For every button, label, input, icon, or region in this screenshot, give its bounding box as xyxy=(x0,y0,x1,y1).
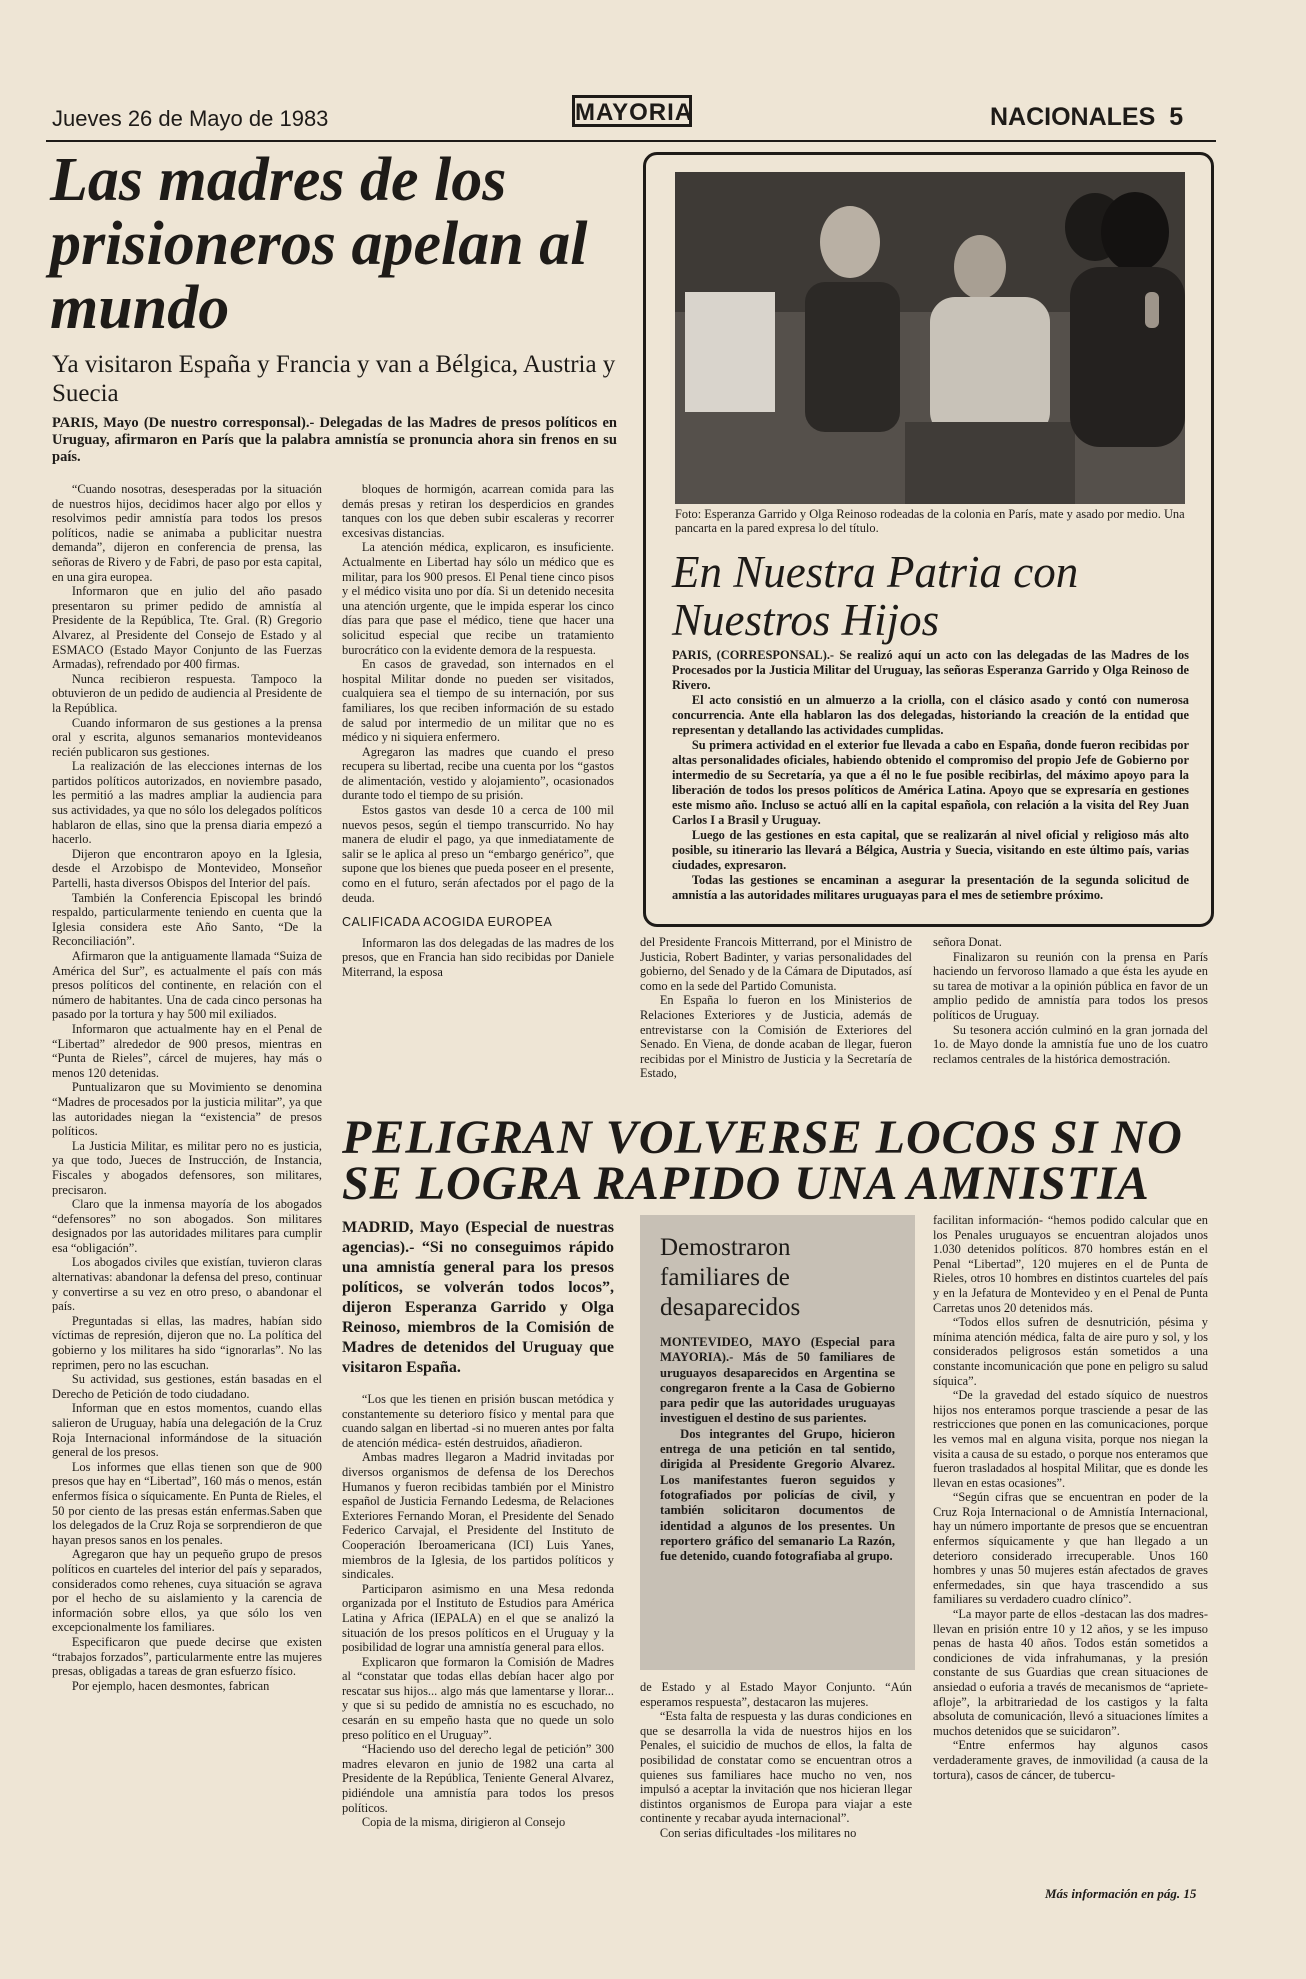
paragraph: Claro que la inmensa mayoría de los abogados “defensores” no son abogados. Son militares designados por las autoridades militares para cumplir esa “obligación”. xyxy=(52,1197,322,1255)
paragraph: “Todos ellos sufren de desnutrición, pésima y mínima atención médica, falta de aire puro y sol, y los considerados peligrosos están sometidos a una constante incomunicación que pone en peligro su salud síquica”. xyxy=(933,1315,1208,1388)
second-lead: MADRID, Mayo (Especial de nuestras agencias).- “Si no conseguimos rápido una amnistía general para los presos políticos, se volverán todos locos”, dijeron Esperanza Garrido y Olga Reinoso, miembros de la Comisión de Madres de detenidos del Uruguay que visitaron España. xyxy=(342,1219,614,1376)
article-column-5 xyxy=(640,1680,912,1900)
paragraph: Cuando informaron de sus gestiones a la prensa oral y escrita, algunos semanarios montevideanos recién publicaron sus gestiones. xyxy=(52,715,322,759)
continued-note: Más información en pág. 15 xyxy=(1045,1886,1197,1901)
paragraph: “Según cifras que se encuentran en poder de la Cruz Roja Internacional o de Amnistía Internacional, hay un número importante de presos que se encuentran enfermos síquicamente y que han llegado a un deterioro considerado irrecuperable. Unos 160 hombres y unas 50 mujeres están afectados de graves enfermedades, sin que haya trascendido a sus familiares su verdadero cuadro clínico”. xyxy=(933,1490,1208,1607)
paragraph: del Presidente Francois Mitterrand, por el Ministro de Justicia, Robert Badinter, y varias personalidades del gobierno, del Senado y de la Cámara de Diputados, así como en la sede del Partido Comunista. xyxy=(640,935,912,993)
paragraph: Todas las gestiones se encaminan a asegurar la presentación de la segunda solicitud de amnistía a las autoridades militares uruguayas para el mes de setiembre próximo. xyxy=(672,873,1189,902)
paragraph: La Justicia Militar, es militar pero no es justicia, ya que todo, Jueces de Instrucción, de Instancia, Fiscales y abogados defensores, son militares, precisaron. xyxy=(52,1138,322,1197)
paragraph: “Esta falta de respuesta y las duras condiciones en que se desarrolla la vida de nuestros hijos en los Penales, el suicidio de muchos de ellos, la falta de posibilidad de constatar como se encuentran otros a quienes sus familiares hace mucho no ven, nos impulsó a aceptar la invitación que nos hicieran llegar distintos organismos de Europa para viajar a este continente y recabar ayuda internacional”. xyxy=(640,1709,912,1826)
paragraph: Afirmaron que la antiguamente llamada “Suiza de América del Sur”, es actualmente el país con más presos políticos del continente, en relación con el número de habitantes. Una de cada cinco personas ha pasado por la tortura y hay 500 mil exiliados. xyxy=(52,949,322,1022)
paragraph: Su actividad, sus gestiones, están basadas en el Derecho de Petición de todo ciudadano. xyxy=(52,1372,322,1401)
paragraph: Informaron que en julio del año pasado presentaron su primer pedido de amnistía al Presidente de la República, Tte. Gral. (R) Gregorio Alvarez, al Presidente del Consejo de Estado y al ESMACO (Estado Mayor Conjunto de las Fuerzas Armadas), refrendado por 400 firmas. xyxy=(52,584,322,672)
article-column-2 xyxy=(342,482,614,1092)
paragraph: Especificaron que puede decirse que existen “trabajos forzados”, particularmente entre las mujeres presas, obligadas a tareas de gran esfuerzo físico. xyxy=(52,1634,322,1679)
newspaper-logo: MAYORIA xyxy=(572,95,692,127)
paragraph: Preguntadas si ellas, las madres, habían sido víctimas de represión, dijeron que no. La política del gobierno y los militares ha sido “ignorarlas”. No las reprimen, pero no las escuchan. xyxy=(52,1313,322,1372)
masthead-rule xyxy=(46,140,1216,142)
paragraph: Informan que en estos momentos, cuando ellas salieron de Uruguay, había una delegación de la Cruz Roja Internacional informándose de la situación general de los presos. xyxy=(52,1401,322,1460)
sidebar-headline: Demostraron familiares de desaparecidos xyxy=(660,1234,801,1321)
paragraph: Explicaron que formaron la Comisión de Madres al “constatar que todas ellas debían hacer algo por rescatar sus hijos... algo más que lamentarse y llorar... y que si su pedido de amnistía no es escuchado, no cesarán en su empeño hasta que no quede un solo preso político en el Uruguay”. xyxy=(342,1654,614,1742)
paragraph: Ambas madres llegaron a Madrid invitadas por diversos organismos de defensa de los Derechos Humanos y fueron recibidas también por el Ministro español de Justicia Fernando Ledesma, de Relaciones Exteriores Fernando Moran, el Presidente del Senado Federico Carvajal, el Presidente del Instituto de Cooperación Iberoamericana (ICI) Luis Yanes, miembros de la Iglesia, de los partidos políticos y sindicales. xyxy=(342,1450,614,1582)
paragraph: facilitan información- “hemos podido calcular que en los Penales uruguayos se encuentran alojados unos 1.030 detenidos políticos. 870 hombres están en el Penal “Libertad”, 120 mujeres en el de Punta de Rieles, otros 10 hombres en distintos cuarteles del país y en la Jefatura de Montevideo y en el Penal de Punta Carretas unos 20 detenidos más. xyxy=(933,1213,1208,1315)
paragraph: Dijeron que encontraron apoyo en la Iglesia, desde el Arzobispo de Montevideo, Monseñor Partelli, hasta diversos Obispos del Interior del país. xyxy=(52,846,322,891)
paragraph: Agregaron que hay un pequeño grupo de presos políticos en cuarteles del interior del país y separados, considerados como rehenes, cuya situación se agrava por el hecho de su aislamiento y la carencia de información sobre ellos, ya que sólo los ven excepcionalmente los familiares. xyxy=(52,1547,322,1635)
paragraph: Informaron que actualmente hay en el Penal de “Libertad” alrededor de 900 presos, mientras en “Punta de Rieles”, cárcel de mujeres, hay más o menos 120 detenidas. xyxy=(52,1021,322,1080)
paragraph: Copia de la misma, dirigieron al Consejo xyxy=(361,1815,566,1830)
issue-date: Jueves 26 de Mayo de 1983 xyxy=(52,106,329,131)
paragraph: La atención médica, explicaron, es insuficiente. Actualmente en Libertad hay sólo un médico que es militar, para los 900 presos. El Penal tiene cinco pisos y el médico visita uno por día. Si un detenido necesita una atención urgente, que le impida esperar los cinco días para que pase el médico, tiene que hacer una solicitud especial que recibe un tratamiento burocrático con la evidente demora de la respuesta. xyxy=(342,540,614,657)
paragraph: También la Conferencia Episcopal les brindó respaldo, particularmente teniendo en cuenta que la Iglesia considera este Año Santo, “De la Reconciliación”. xyxy=(52,890,322,949)
paragraph: Su tesonera acción culminó en la gran jornada del 1o. de Mayo donde la amnistía fue uno de los cuatro reclamos centrales de la histórica demostración. xyxy=(933,1022,1208,1066)
paragraph: “De la gravedad del estado síquico de nuestros hijos nos enteramos porque trasciende a pesar de las restricciones que ponen en las comunicaciones, porque les vemos mal en alguna visita, porque nos niegan la visita a causa de su estado, o porque nos enteramos que fueron trasladados al hospital Militar, que es donde les llevan en estas ocasiones”. xyxy=(933,1388,1208,1490)
page-number: 5 xyxy=(1169,103,1184,131)
article-column-1 xyxy=(52,482,322,1904)
paragraph: “Cuando nosotras, desesperadas por la situación de nuestros hijos, decidimos hacer algo por ellos y resolvimos pedir amnistía para todos los presos políticos, nadie se animaba a publicitar nuestra demanda”, dijeron en conferencia de prensa, las señoras de Rivero y de Fabri, de paso por esta capital, en una gira europea. xyxy=(52,482,322,584)
paragraph: “Entre enfermos hay algunos casos verdaderamente graves, de inmovilidad (a causa de la tortura), casos de cáncer, de tubercu- xyxy=(933,1738,1208,1782)
paragraph: En España lo fueron en los Ministerios de Relaciones Exteriores y de Justicia, además de entrevistarse con la Comisión de Exteriores del Senado. En Viena, de donde acaban de llegar, fueron recibidas por el Ministro de Justicia y la Secretaría de Estado, xyxy=(640,993,912,1081)
paragraph: Con serias dificultades -los militares no xyxy=(659,1825,857,1840)
article-column-4 xyxy=(342,1392,614,1897)
box-headline: En Nuestra Patria con Nuestros Hijos xyxy=(672,547,1079,645)
main-headline: Las madres de los prisioneros apelan al mundo xyxy=(50,146,588,342)
paragraph: Los abogados civiles que existían, tuvieron claras alternativas: abandonar la defensa del preso, continuar y convertirse a su vez en otro preso, o abandonar el país. xyxy=(52,1255,322,1314)
article-column-3b xyxy=(933,935,1208,1105)
article-column-6 xyxy=(933,1213,1208,1885)
paragraph: Los informes que ellas tienen son que de 900 presos que hay en “Libertad”, 160 más o menos, están enfermos física o síquicamente. En Punta de Rieles, el 50 por ciento de las presas están enfermas.Saben que los delegados de la Cruz Roja se sorprendieron de que hayan presos sanos en los penales. xyxy=(52,1459,322,1547)
subhead: CALIFICADA ACOGIDA EUROPEA xyxy=(342,915,553,930)
paragraph: MONTEVIDEO, MAYO (Especial para MAYORIA).- Más de 50 familiares de uruguayos desaparecidos en Argentina se congregaron frente a la Casa de Gobierno para pedir que las autoridades uruguayas investiguen el destino de sus parientes. xyxy=(660,1335,895,1426)
paragraph: Participaron asimismo en una Mesa redonda organizada por el Instituto de Estudios para América Latina y Africa (IEPALA) en el que se analizó la situación de los presos políticos en el Uruguay y la posibilidad de lograr una amnistía general para ellos. xyxy=(342,1581,614,1655)
photo-caption: Foto: Esperanza Garrido y Olga Reinoso rodeadas de la colonia en París, mate y asado por medio. Una pancarta en la pared expresa lo del título. xyxy=(675,507,1185,535)
paragraph: Puntualizaron que su Movimiento se denomina “Madres de procesados por la justicia militar”, ya que las autoridades niegan la “existencia” de presos políticos. xyxy=(52,1080,322,1139)
paragraph: Nunca recibieron respuesta. Tampoco la obtuvieron de un pedido de audiencia al Presidente de la República. xyxy=(52,671,322,715)
sidebar-box xyxy=(640,1215,915,1670)
paragraph: de Estado y al Estado Mayor Conjunto. “Aún esperamos respuesta”, destacaron las mujeres. xyxy=(640,1680,912,1709)
section-name: NACIONALES xyxy=(990,103,1156,131)
paragraph: En casos de gravedad, son internados en el hospital Militar donde no pueden ser visitados, cualquiera sea el tiempo de su internación, por sus familiares, los que reciben información de su estado de salud por intermedio de un militar que no es médico y ni siquiera enfermero. xyxy=(342,657,614,745)
photo-illustration xyxy=(675,172,1185,504)
paragraph: La realización de las elecciones internas de los partidos políticos autorizados, en noviembre pasado, les permitió a las madres ampliar la audiencia para sus actividades, ya que no sólo los delegados políticos hablaron de ellas, sino que la prensa diaria empezó a hacerlo. xyxy=(52,759,322,847)
paragraph: Dos integrantes del Grupo, hicieron entrega de una petición en tal sentido, dirigida al Presidente Gregorio Alvarez. Los manifestantes fueron seguidos y fotografiados por policías de civil, y también solicitaron documentos de identidad a algunos de los presentes. Un reportero gráfico del semanario La Razón, fue detenido, cuando fotografiaba al grupo. xyxy=(660,1426,895,1564)
box-story-body xyxy=(672,648,1189,903)
paragraph: Agregaron las madres que cuando el preso recupera su libertad, recibe una cuenta por los “gastos de alimentación, vestido y alojamiento”, ocasionados durante todo el tiempo de su prisión. xyxy=(342,744,614,803)
paragraph: “La mayor parte de ellos -destacan las dos madres- llevan en prisión entre 10 y 12 años, y se les impuso penas de hasta 40 años. Todos están sometidos a condiciones de vida infrahumanas, y la presión constante de sus Guardias que crean situaciones de ansiedad o euforia a través de mecanismos de “apriete-afloje”, la arbitrariedad de los castigos y la falta absoluta de comunicación, llevó a situaciones límites a muchos detenidos que se suicidaron”. xyxy=(933,1607,1208,1738)
paragraph: Informaron las dos delegadas de las madres de los presos, que en Francia han sido recibidas por Daniele Miterrand, la esposa xyxy=(342,935,614,979)
news-photo xyxy=(675,172,1185,504)
paragraph: bloques de hormigón, acarrean comida para las demás presas y retiran los desperdicios en grandes tanques con los que deben subir escaleras y recorrer excesivas distancias. xyxy=(342,482,614,540)
sidebar-body xyxy=(660,1335,895,1564)
paragraph: Por ejemplo, hacen desmontes, fabrican xyxy=(71,1678,270,1693)
main-deck: Ya visitaron España y Francia y van a Bélgica, Austria y Suecia xyxy=(52,351,616,407)
paragraph: PARIS, (CORRESPONSAL).- Se realizó aquí un acto con las delegadas de las Madres de los Procesados por la Justicia Militar del Uruguay, las señoras Esperanza Garrido y Olga Reinoso de Rivero. xyxy=(672,648,1189,692)
paragraph: El acto consistió en un almuerzo a la criolla, con el clásico asado y contó con numerosa concurrencia. Ante ella hablaron las dos delegadas, historiando la creación de la entidad que representan y detallando las actividades cumplidas. xyxy=(672,693,1189,737)
paragraph: Luego de las gestiones en esta capital, que se realizarán al nivel oficial y religioso más alto posible, su itinerario las llevará a Bélgica, Austria y Suecia, visitando en este último país, varias ciudades, expresaron. xyxy=(672,828,1189,872)
paragraph: “Haciendo uso del derecho legal de petición” 300 madres elevaron en junio de 1982 una carta al Presidente de la República, Teniente General Alvarez, pidiéndole una amnistía para todos los presos políticos. xyxy=(342,1742,614,1815)
main-lead: PARIS, Mayo (De nuestro corresponsal).- Delegadas de las Madres de presos políticos en Uruguay, afirmaron en París que la palabra amnistía se pronuncia ahora sin frenos en su país. xyxy=(52,415,617,465)
article-column-3a xyxy=(640,935,912,1105)
paragraph: Su primera actividad en el exterior fue llevada a cabo en España, donde fueron recibidas por altas personalidades oficiales, habiendo obtenido el compromiso del propio Jefe de Gobierno por intermedio de su Secretaría, ya que a él no le fue posible recibirlas, del máximo apoyo para la liberación de todos los presos políticos de América Latina. Apoyo que se expresaría en gestiones este mismo año. Incluso se actuó allí en la capital española, con relación a la visita del Rey Juan Carlos I a Brasil y Uruguay. xyxy=(672,738,1189,827)
paragraph: Finalizaron su reunión con la prensa en París haciendo un fervoroso llamado a que ésta les ayude en su tarea de motivar a la opinión pública en favor de un amplio pedido de amnistía para todos los presos políticos de Uruguay. xyxy=(933,949,1208,1022)
second-headline: PELIGRAN VOLVERSE LOCOS SI NO SE LOGRA RAPIDO UNA AMNISTIA xyxy=(342,1111,1183,1210)
section-label xyxy=(990,103,1183,132)
paragraph: “Los que les tienen en prisión buscan metódica y constantemente su deterioro físico y mental para que cuando salgan en libertad -si no mueren antes por falta de atención médica- estén destruidos, añadieron. xyxy=(342,1392,614,1450)
paragraph: señora Donat. xyxy=(933,935,1002,949)
paragraph: Estos gastos van desde 10 a cerca de 100 mil nuevos pesos, según el tiempo transcurrido. No hay manera de eludir el pago, ya que inmediatamente de salir se le aplica al preso un “embargo genérico”, que supone que los bienes que pueda poseer en el presente, como en el futuro, serán afectados por el pago de la deuda. xyxy=(342,803,614,905)
